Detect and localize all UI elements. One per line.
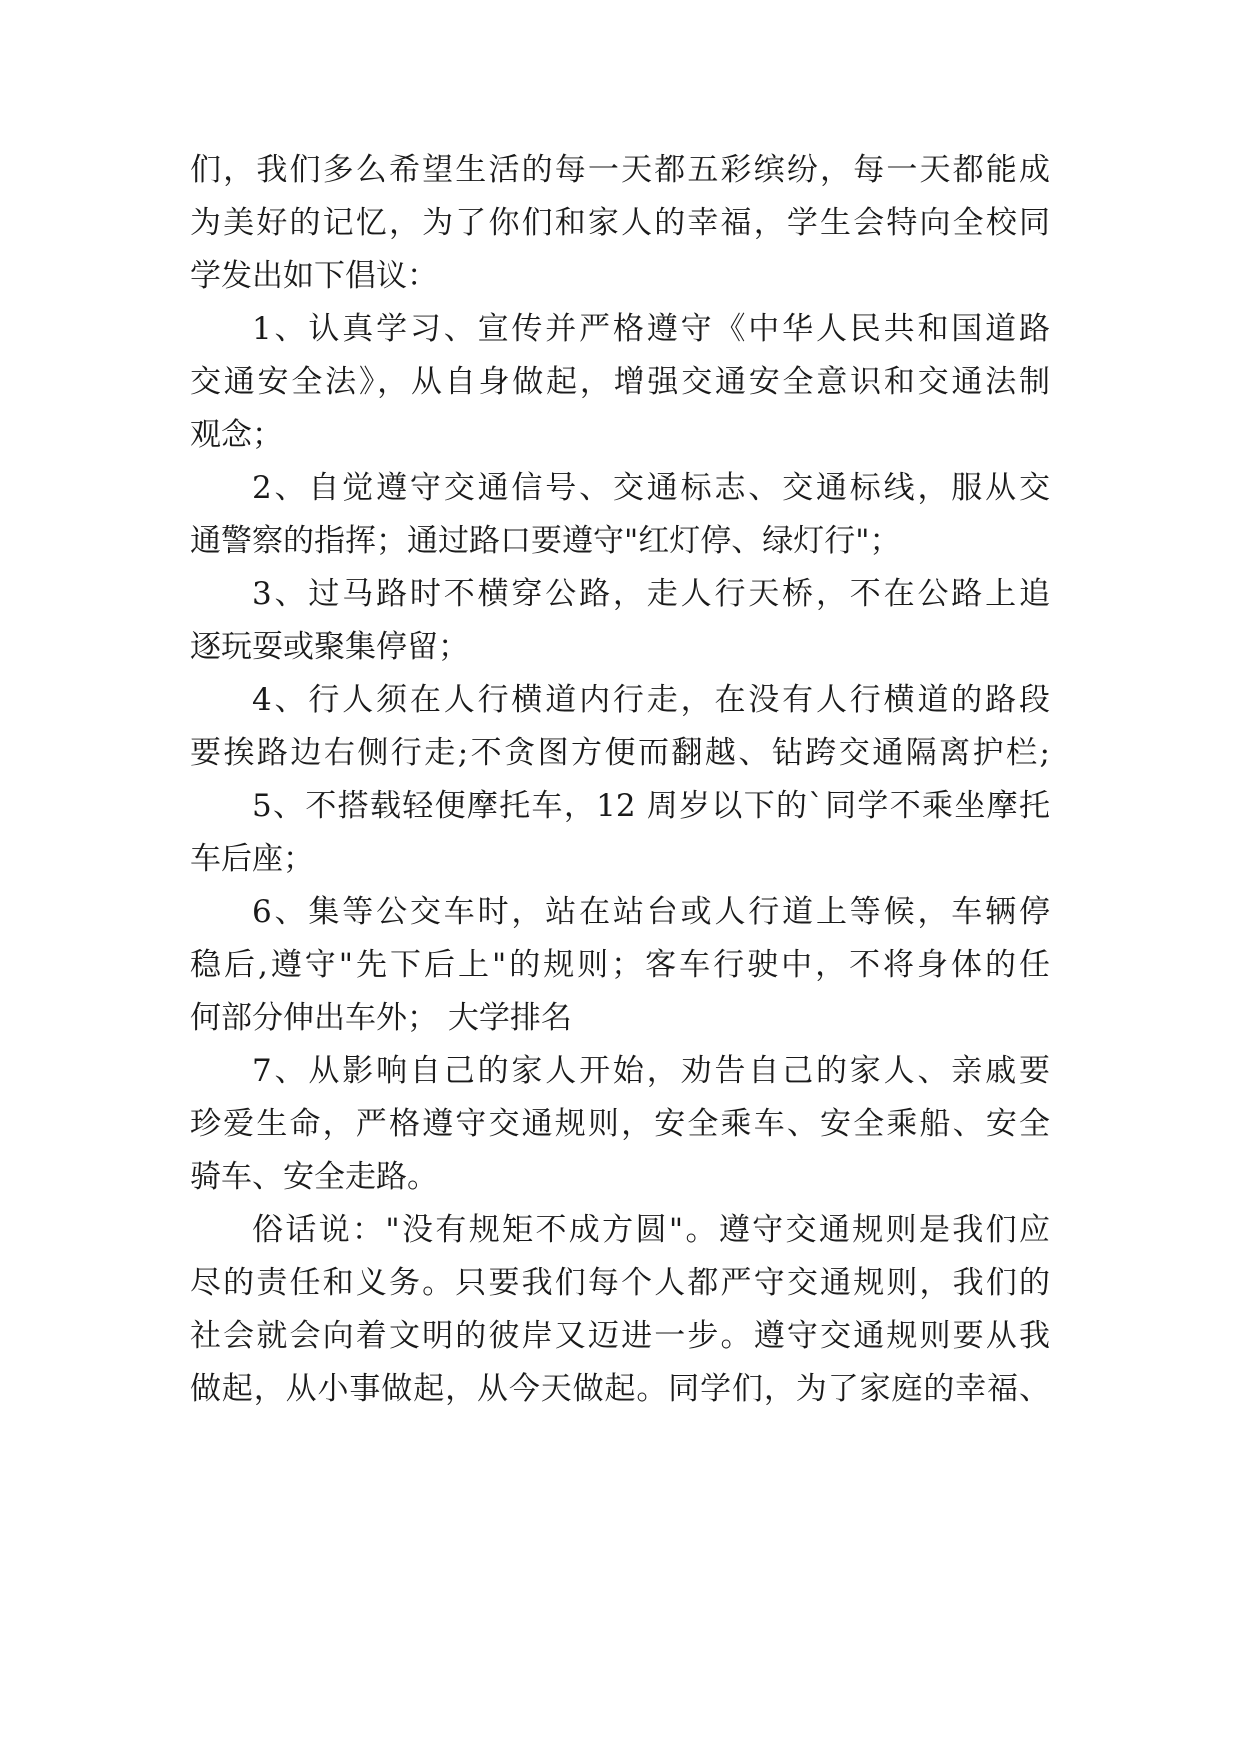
text-line: 们，我们多么希望生活的每一天都五彩缤纷，每一天都能成 (190, 152, 1050, 188)
text-line: 骑车、安全走路。 (190, 1159, 438, 1195)
text-line: 逐玩耍或聚集停留； (190, 629, 469, 665)
text-line: 7、从影响自己的家人开始，劝告自己的家人、亲戚要 (252, 1053, 1050, 1089)
text-line: 俗话说："没有规矩不成方圆"。遵守交通规则是我们应 (252, 1212, 1050, 1248)
text-line: 5、不搭载轻便摩托车，12 周岁以下的`同学不乘坐摩托 (252, 788, 1050, 824)
text-line: 交通安全法》，从自身做起，增强交通安全意识和交通法制 (190, 364, 1050, 400)
text-line: 通警察的指挥；通过路口要遵守"红灯停、绿灯行"； (190, 523, 901, 559)
text-line: 3、过马路时不横穿公路，走人行天桥，不在公路上追 (252, 576, 1050, 612)
text-line: 2、自觉遵守交通信号、交通标志、交通标线，服从交 (252, 470, 1050, 506)
text-line: 尽的责任和义务。只要我们每个人都严守交通规则，我们的 (190, 1265, 1050, 1301)
text-line: 做起，从小事做起，从今天做起。同学们，为了家庭的幸福、 (190, 1371, 1050, 1407)
text-line: 4、行人须在人行横道内行走，在没有人行横道的路段 (252, 682, 1050, 718)
text-line: 稳后,遵守"先下后上"的规则；客车行驶中，不将身体的任 (190, 947, 1050, 983)
text-line: 何部分伸出车外； 大学排名 (190, 1000, 572, 1036)
text-line: 为美好的记忆，为了你们和家人的幸福，学生会特向全校同 (190, 205, 1050, 241)
text-line: 1、认真学习、宣传并严格遵守《中华人民共和国道路 (252, 311, 1050, 347)
text-line: 6、集等公交车时，站在站台或人行道上等候，车辆停 (252, 894, 1050, 930)
text-line: 珍爱生命，严格遵守交通规则，安全乘车、安全乘船、安全 (190, 1106, 1050, 1142)
text-line: 要挨路边右侧行走;不贪图方便而翻越、钻跨交通隔离护栏; (190, 735, 1050, 771)
text-line: 社会就会向着文明的彼岸又迈进一步。遵守交通规则要从我 (190, 1318, 1050, 1354)
text-line: 车后座； (190, 841, 314, 877)
text-line: 观念； (190, 417, 283, 453)
text-line: 学发出如下倡议： (190, 258, 438, 294)
